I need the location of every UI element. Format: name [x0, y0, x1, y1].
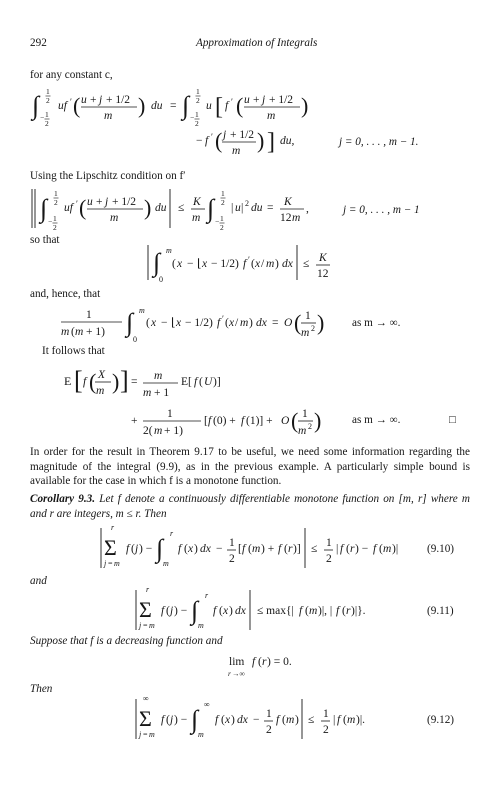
svg-text:(: ( — [71, 326, 75, 338]
text-and: and — [30, 575, 47, 587]
svg-text:⌊: ⌊ — [171, 317, 176, 329]
equation-averaged-integral — [0, 299, 499, 344]
equation-number-9-12: (9.12) — [427, 714, 455, 726]
svg-text:Σ: Σ — [139, 706, 152, 731]
svg-text:f: f — [217, 317, 221, 329]
svg-text:f: f — [252, 656, 256, 668]
svg-text:1: 1 — [53, 214, 57, 223]
svg-text:−: − — [216, 543, 223, 555]
svg-text:2: 2 — [53, 223, 57, 232]
equation-expectation — [0, 356, 499, 441]
svg-text:(: ( — [251, 258, 255, 270]
svg-text:m: m — [154, 425, 163, 437]
svg-text:): ) — [194, 543, 198, 555]
svg-text:(: ( — [236, 93, 244, 118]
svg-text:≤ max{|: ≤ max{| — [257, 605, 294, 617]
svg-text:2: 2 — [54, 198, 58, 207]
svg-text:)|.: )|. — [356, 714, 366, 726]
svg-text:) −: ) − — [174, 714, 188, 726]
svg-text:1: 1 — [54, 189, 58, 198]
svg-text:+ 1/2: + 1/2 — [230, 129, 255, 141]
svg-text:(: ( — [219, 605, 223, 617]
svg-text:x: x — [202, 258, 208, 270]
svg-text:m: m — [163, 559, 169, 568]
svg-text:uf: uf — [64, 202, 73, 214]
equation-lipschitz-bound — [0, 186, 499, 236]
svg-text:f: f — [194, 376, 198, 388]
svg-text:m: m — [139, 306, 145, 315]
svg-text:)|, |: )|, | — [318, 605, 333, 617]
svg-text:+ 1): + 1) — [164, 425, 183, 437]
svg-text:∫: ∫ — [156, 534, 164, 563]
svg-text:O: O — [284, 317, 293, 329]
corollary-label: Corollary 9.3. — [30, 493, 96, 505]
svg-text:du: du — [251, 202, 263, 214]
svg-text:1: 1 — [221, 189, 225, 198]
svg-text:uf: uf — [58, 100, 67, 112]
svg-text:=: = — [131, 376, 138, 388]
svg-text:m: m — [301, 327, 310, 339]
svg-text:1: 1 — [326, 537, 332, 549]
svg-text:u: u — [81, 94, 87, 106]
svg-text:x: x — [225, 714, 231, 726]
svg-text:1: 1 — [46, 87, 50, 96]
svg-text:∫: ∫ — [153, 248, 161, 277]
svg-text:∫: ∫ — [32, 91, 40, 120]
svg-text:f: f — [178, 543, 182, 555]
svg-text:≤: ≤ — [311, 543, 318, 555]
range-j-line1: j = 0, . . . , m − 1. — [339, 136, 419, 148]
svg-text:0: 0 — [133, 335, 137, 344]
svg-text:u: u — [87, 196, 93, 208]
running-title: Approximation of Integrals — [196, 37, 318, 49]
svg-text:∞: ∞ — [143, 694, 149, 703]
svg-text:) +: ) + — [261, 543, 275, 555]
svg-text:2: 2 — [308, 422, 312, 431]
svg-text:f: f — [373, 543, 377, 555]
svg-text:2: 2 — [245, 199, 249, 208]
svg-text:K: K — [193, 196, 201, 208]
svg-text:m: m — [154, 370, 163, 382]
corollary-statement — [30, 492, 470, 521]
svg-text:|: | — [333, 714, 336, 726]
svg-text:−: − — [190, 113, 195, 122]
svg-text:m: m — [266, 258, 275, 270]
svg-text:(: ( — [221, 714, 225, 726]
svg-text:′: ′ — [76, 199, 78, 209]
svg-text:j: j — [99, 94, 103, 106]
svg-text:′: ′ — [248, 255, 250, 265]
svg-text:j: j — [105, 196, 109, 208]
svg-text:x: x — [229, 317, 235, 329]
page-number: 292 — [30, 37, 47, 49]
svg-text:2: 2 — [45, 119, 49, 128]
svg-text:(: ( — [346, 543, 350, 555]
svg-text:′: ′ — [70, 97, 72, 107]
svg-text:u: u — [235, 202, 241, 214]
svg-text:∫: ∫ — [191, 705, 199, 734]
svg-text:(: ( — [282, 714, 286, 726]
svg-text:x: x — [151, 317, 157, 329]
svg-text:2: 2 — [196, 96, 200, 105]
svg-text:m: m — [198, 621, 204, 630]
svg-text:−: − — [187, 258, 194, 270]
svg-text:− 1/2): − 1/2) — [185, 317, 213, 329]
svg-text:O: O — [281, 415, 290, 427]
svg-text:m: m — [143, 387, 152, 399]
svg-text:m: m — [267, 110, 276, 122]
svg-text:): ) — [295, 714, 299, 726]
svg-text:2: 2 — [195, 119, 199, 128]
svg-text:+: + — [96, 196, 103, 208]
svg-text:u: u — [206, 100, 212, 112]
svg-text:−: − — [253, 714, 260, 726]
svg-text:x: x — [223, 605, 229, 617]
svg-text:|: | — [231, 202, 234, 214]
svg-text:(: ( — [225, 317, 229, 329]
svg-text:1: 1 — [167, 408, 173, 420]
svg-text:1: 1 — [229, 537, 235, 549]
svg-text:m: m — [347, 714, 356, 726]
svg-text:12: 12 — [280, 212, 292, 224]
svg-text:(: ( — [166, 714, 170, 726]
svg-text:m: m — [104, 110, 113, 122]
svg-text:)]: )] — [293, 543, 301, 555]
svg-text:): ) — [229, 605, 233, 617]
svg-text:m: m — [240, 317, 249, 329]
svg-text:r: r — [146, 585, 150, 594]
svg-text:du: du — [155, 202, 167, 214]
svg-text:f: f — [126, 543, 130, 555]
svg-text:j: j — [139, 621, 142, 630]
svg-text:r: r — [288, 543, 293, 555]
svg-text:(: ( — [89, 369, 97, 394]
svg-text:=: = — [108, 559, 113, 568]
svg-text:−: − — [196, 135, 203, 147]
equation-9-10 — [0, 522, 499, 577]
svg-text:x: x — [176, 317, 182, 329]
svg-text:(: ( — [342, 605, 346, 617]
svg-text:): ) — [144, 195, 152, 220]
svg-text:f: f — [337, 714, 341, 726]
svg-text:f: f — [242, 543, 246, 555]
svg-text:→∞: →∞ — [232, 669, 245, 678]
svg-text:f: f — [243, 258, 247, 270]
svg-text:⌊: ⌊ — [197, 258, 202, 270]
svg-text:+ 1/2: + 1/2 — [106, 94, 131, 106]
svg-text:− 1/2): − 1/2) — [211, 258, 239, 270]
equation-limit — [0, 651, 499, 681]
svg-text:2: 2 — [326, 553, 332, 565]
svg-text:): ) — [138, 93, 146, 118]
svg-text:m: m — [96, 385, 105, 397]
svg-text:[: [ — [74, 366, 83, 395]
text-follows: It follows that — [42, 345, 105, 357]
svg-text:m: m — [298, 425, 307, 437]
svg-text:): ) — [231, 714, 235, 726]
svg-text:/: / — [261, 258, 265, 270]
equation-9-12 — [0, 693, 499, 748]
svg-text:f: f — [241, 415, 245, 427]
svg-text:j: j — [170, 605, 174, 617]
svg-text:dx: dx — [256, 317, 267, 329]
svg-text:): ) — [249, 317, 253, 329]
svg-text:=: = — [143, 621, 148, 630]
svg-text:m: m — [114, 559, 120, 568]
svg-text:−: − — [40, 113, 45, 122]
svg-text:) −: ) − — [139, 543, 153, 555]
svg-text:r: r — [228, 669, 231, 678]
text-hence: and, hence, that — [30, 288, 101, 300]
svg-text:∫: ∫ — [182, 91, 190, 120]
as-m-to-infinity-2: as m → ∞. — [352, 414, 401, 426]
svg-text:m: m — [309, 605, 318, 617]
svg-text:1: 1 — [195, 110, 199, 119]
svg-text:f: f — [208, 415, 212, 427]
svg-text:lim: lim — [229, 656, 245, 668]
svg-text:(: ( — [291, 408, 299, 433]
svg-text:0: 0 — [159, 275, 163, 284]
svg-text:m: m — [110, 212, 119, 224]
text-lipschitz: Using the Lipschitz condition on f′ — [30, 170, 186, 182]
svg-text:m: m — [166, 246, 172, 255]
svg-text:≤: ≤ — [178, 202, 185, 214]
svg-text:U: U — [204, 376, 213, 388]
svg-text:j: j — [139, 730, 142, 739]
svg-text:): ) — [317, 310, 325, 335]
svg-text:(: ( — [248, 543, 252, 555]
svg-text:r: r — [111, 523, 115, 532]
svg-text:+: + — [90, 94, 97, 106]
svg-text:1: 1 — [323, 708, 329, 720]
svg-text:1: 1 — [266, 708, 272, 720]
svg-text:=: = — [143, 730, 148, 739]
svg-text:f: f — [336, 605, 340, 617]
svg-text:′: ′ — [211, 132, 213, 142]
svg-text:Σ: Σ — [104, 535, 117, 560]
svg-text:(0) +: (0) + — [213, 415, 236, 427]
svg-text:m: m — [61, 326, 70, 338]
svg-text:r: r — [170, 529, 174, 538]
svg-text:m: m — [292, 212, 301, 224]
svg-text:)|}.: )|}. — [351, 605, 366, 617]
svg-text:j: j — [170, 714, 174, 726]
svg-text:∫: ∫ — [126, 308, 134, 337]
svg-text:X: X — [98, 369, 106, 381]
svg-text:(: ( — [184, 543, 188, 555]
svg-text:1: 1 — [86, 309, 92, 321]
svg-text:x: x — [177, 258, 183, 270]
svg-text:=: = — [272, 317, 279, 329]
svg-text:∫: ∫ — [207, 194, 215, 223]
svg-text:E: E — [64, 374, 72, 388]
equation-integration-by-parts — [0, 86, 499, 161]
svg-text:m: m — [232, 145, 241, 157]
svg-text:r: r — [205, 591, 209, 600]
svg-text:+ 1): + 1) — [86, 326, 105, 338]
svg-text:[: [ — [204, 415, 208, 427]
text-suppose: Suppose that f is a decreasing function and — [30, 635, 223, 647]
svg-text:)]: )] — [213, 376, 221, 388]
svg-text:(: ( — [146, 317, 150, 329]
svg-text:(: ( — [379, 543, 383, 555]
svg-text:(: ( — [215, 128, 223, 153]
svg-text:1: 1 — [302, 408, 308, 420]
svg-text:2: 2 — [221, 198, 225, 207]
svg-text:(: ( — [79, 195, 87, 220]
svg-text:du: du — [151, 100, 163, 112]
svg-text:2(: 2( — [143, 425, 153, 437]
svg-text:du,: du, — [280, 135, 295, 147]
svg-text:r: r — [350, 543, 355, 555]
svg-text:2: 2 — [323, 724, 329, 736]
svg-text:]: ] — [267, 129, 275, 155]
svg-text:): ) — [314, 408, 322, 433]
svg-text:f: f — [213, 605, 217, 617]
svg-text:m: m — [198, 730, 204, 739]
svg-text:u: u — [244, 94, 250, 106]
svg-text:r: r — [346, 605, 351, 617]
svg-text:(: ( — [131, 543, 135, 555]
svg-text:+ 1: + 1 — [154, 387, 170, 399]
svg-text:)|: )| — [392, 543, 399, 555]
svg-text:j: j — [223, 129, 227, 141]
svg-text:12: 12 — [317, 268, 329, 280]
svg-text:(1)] +: (1)] + — [246, 415, 273, 427]
corollary-body: Let f denote a continuously differentiable monotone function on [m, r] where m and r are integers, m ≤ r. Then — [30, 493, 470, 520]
svg-text:m: m — [383, 543, 392, 555]
svg-text:): ) — [301, 93, 309, 118]
svg-text:2: 2 — [266, 724, 272, 736]
svg-text:,: , — [306, 203, 309, 215]
svg-text:f: f — [276, 714, 280, 726]
svg-text:(: ( — [73, 93, 81, 118]
svg-text:|: | — [241, 202, 244, 214]
svg-text:dx: dx — [282, 258, 293, 270]
svg-text:∞: ∞ — [204, 700, 210, 709]
svg-text:′: ′ — [231, 97, 233, 107]
svg-text:′: ′ — [222, 314, 224, 324]
svg-text:2: 2 — [229, 553, 235, 565]
qed-symbol: □ — [449, 414, 456, 426]
svg-text:j: j — [135, 543, 139, 555]
svg-text:/: / — [235, 317, 239, 329]
svg-text:f: f — [299, 605, 303, 617]
svg-text:≤: ≤ — [303, 258, 310, 270]
svg-text:[: [ — [238, 543, 242, 555]
svg-text:]: ] — [120, 366, 129, 395]
svg-text:m: m — [286, 714, 295, 726]
svg-text:j: j — [104, 559, 107, 568]
svg-text:E[: E[ — [181, 376, 192, 388]
svg-text:2: 2 — [311, 324, 315, 333]
svg-text:+ 1/2: + 1/2 — [112, 196, 137, 208]
svg-text:) −: ) − — [174, 605, 188, 617]
svg-text:2: 2 — [220, 223, 224, 232]
svg-text:=: = — [170, 100, 177, 112]
svg-text:[: [ — [215, 94, 223, 120]
svg-text:): ) — [112, 369, 120, 394]
svg-text:≤: ≤ — [308, 714, 315, 726]
svg-text:(: ( — [284, 543, 288, 555]
svg-text:−: − — [215, 217, 220, 226]
equation-number-9-11: (9.11) — [427, 605, 454, 617]
svg-text:m: m — [192, 212, 201, 224]
svg-text:dx: dx — [235, 605, 246, 617]
svg-text:(: ( — [166, 605, 170, 617]
svg-text:(: ( — [172, 258, 176, 270]
svg-text:K: K — [284, 196, 292, 208]
svg-text:m: m — [75, 326, 84, 338]
svg-text:f: f — [161, 714, 165, 726]
svg-text:+: + — [253, 94, 260, 106]
svg-text:|: | — [336, 543, 339, 555]
svg-text:−: − — [48, 217, 53, 226]
svg-text:x: x — [255, 258, 261, 270]
range-j-line2: j = 0, . . . , m − 1 — [343, 204, 420, 216]
svg-text:f: f — [225, 100, 229, 112]
svg-text:f: f — [215, 714, 219, 726]
svg-text:(: ( — [343, 714, 347, 726]
svg-text:∫: ∫ — [40, 194, 48, 223]
svg-text:f: f — [278, 543, 282, 555]
equation-number-9-10: (9.10) — [427, 543, 455, 555]
svg-text:x: x — [188, 543, 194, 555]
equation-floor-integral-bound — [0, 243, 499, 283]
text-line-constant: for any constant c, — [30, 69, 113, 81]
as-m-to-infinity-1: as m → ∞. — [352, 317, 401, 329]
svg-text:Σ: Σ — [139, 597, 152, 622]
svg-text:dx: dx — [200, 543, 211, 555]
svg-text:(: ( — [199, 376, 203, 388]
svg-text:m: m — [149, 621, 155, 630]
svg-text:) −: ) − — [355, 543, 369, 555]
svg-text:−: − — [161, 317, 168, 329]
svg-text:1: 1 — [45, 110, 49, 119]
svg-text:+: + — [131, 415, 138, 427]
svg-text:∫: ∫ — [191, 596, 199, 625]
svg-text:f: f — [340, 543, 344, 555]
svg-text:K: K — [319, 252, 327, 264]
svg-text:j: j — [262, 94, 266, 106]
svg-text:f: f — [161, 605, 165, 617]
svg-text:(: ( — [294, 310, 302, 335]
svg-text:+ 1/2: + 1/2 — [269, 94, 294, 106]
equation-9-11 — [0, 584, 499, 639]
svg-text:): ) — [257, 128, 265, 153]
svg-text:m: m — [149, 730, 155, 739]
svg-text:f: f — [205, 135, 209, 147]
svg-text:f: f — [83, 376, 87, 388]
svg-text:r: r — [262, 656, 267, 668]
svg-text:(: ( — [258, 656, 262, 668]
svg-text:2: 2 — [46, 96, 50, 105]
svg-text:): ) — [275, 258, 279, 270]
svg-text:1: 1 — [196, 87, 200, 96]
paragraph-monotone-bound: In order for the result in Theorem 9.17 to be useful, we need some information regarding the magnitude of the integral (9.9), as in the previous example. A particularly simple bound is available for the case in which f is a monotone function. — [30, 446, 470, 488]
text-so-that: so that — [30, 234, 60, 246]
svg-text:(: ( — [305, 605, 309, 617]
text-then: Then — [30, 683, 53, 695]
svg-text:1: 1 — [220, 214, 224, 223]
svg-text:) = 0.: ) = 0. — [267, 656, 292, 668]
svg-text:m: m — [252, 543, 261, 555]
svg-text:=: = — [267, 202, 274, 214]
svg-text:1: 1 — [305, 310, 311, 322]
svg-text:dx: dx — [237, 714, 248, 726]
